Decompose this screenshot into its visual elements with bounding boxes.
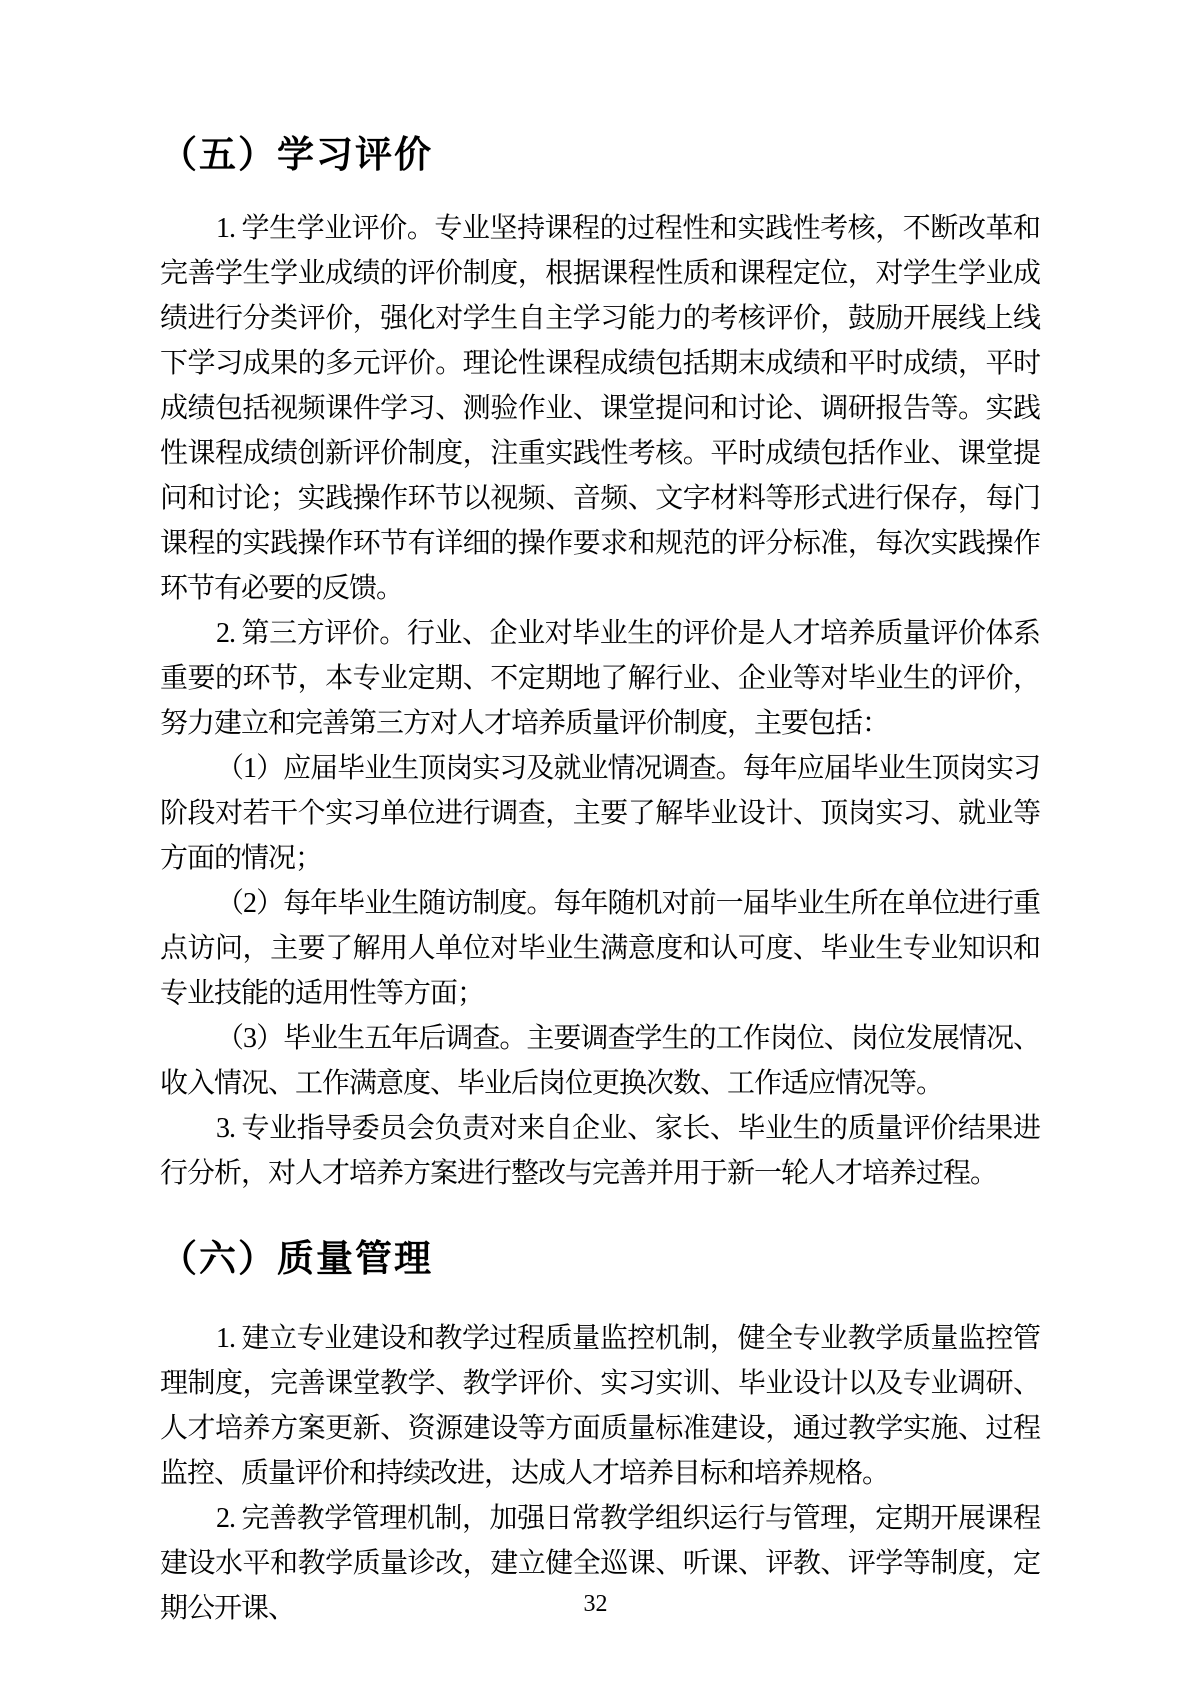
section-heading-quality-management: （六）质量管理 [160,1238,433,1279]
page-number: 32 [583,1591,608,1617]
body-paragraph: 2. 第三方评价。行业、企业对毕业生的评价是人才培养质量评价体系重要的环节，本专业定期、不定期地了解行业、企业等对毕业生的评价，努力建立和完善第三方对人才培养质量评价制度，主要包括： [160,618,1040,739]
body-paragraph: （2）每年毕业生随访制度。每年随机对前一届毕业生所在单位进行重点访问，主要了解用人单位对毕业生满意度和认可度、毕业生专业知识和专业技能的适用性等方面； [160,888,1040,1009]
body-paragraph: （1）应届毕业生顶岗实习及就业情况调查。每年应届毕业生顶岗实习阶段对若干个实习单位进行调查，主要了解毕业设计、顶岗实习、就业等方面的情况； [160,753,1040,874]
body-paragraph: 1. 建立专业建设和教学过程质量监控机制，健全专业教学质量监控管理制度，完善课堂教学、教学评价、实习实训、毕业设计以及专业调研、人才培养方案更新、资源建设等方面质量标准建设，通过教学实施、过程监控、质量评价和持续改进，达成人才培养目标和培养规格。 [160,1323,1040,1489]
body-paragraph: 1. 学生学业评价。专业坚持课程的过程性和实践性考核，不断改革和完善学生学业成绩的评价制度，根据课程性质和课程定位，对学生学业成绩进行分类评价，强化对学生自主学习能力的考核评价，鼓励开展线上线下学习成果的多元评价。理论性课程成绩包括期末成绩和平时成绩，平时成绩包括视频课件学习、测验作业、课堂提问和讨论、调研报告等。实践性课程成绩创新评价制度，注重实践性考核。平时成绩包括作业、课堂提问和讨论；实践操作环节以视频、音频、文字材料等形式进行保存，每门课程的实践操作环节有详细的操作要求和规范的评分标准，每次实践操作环节有必要的反馈。 [160,213,1040,604]
section-heading-learning-evaluation: （五）学习评价 [160,134,433,175]
body-paragraph: 3. 专业指导委员会负责对来自企业、家长、毕业生的质量评价结果进行分析，对人才培养方案进行整改与完善并用于新一轮人才培养过程。 [160,1113,1040,1189]
body-paragraph: 2. 完善教学管理机制，加强日常教学组织运行与管理，定期开展课程建设水平和教学质量诊改，建立健全巡课、听课、评教、评学等制度，定期公开课、 [160,1503,1040,1624]
body-paragraph: （3）毕业生五年后调查。主要调查学生的工作岗位、岗位发展情况、收入情况、工作满意度、毕业后岗位更换次数、工作适应情况等。 [160,1023,1040,1099]
